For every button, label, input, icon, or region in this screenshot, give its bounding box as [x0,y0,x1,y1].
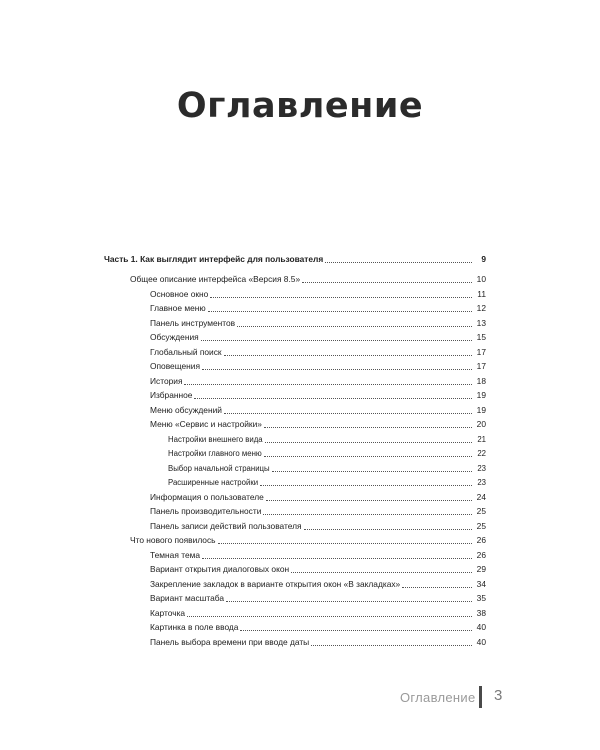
toc-entry[interactable] [104,401,486,416]
toc-entry-page: 40 [476,622,486,632]
toc-entry-page: 25 [476,520,486,531]
toc-entry-page: 19 [476,390,486,400]
toc-entry-title: Картинка в поле ввода [150,622,239,632]
toc-dot-leader [263,514,472,515]
toc-entry[interactable] [104,488,486,503]
toc-dot-leader [226,601,472,602]
toc-dot-leader [265,442,472,443]
toc-entry[interactable] [104,358,486,373]
toc-entry-title: Выбор начальной страницы [168,463,270,473]
toc-entry-page: 19 [476,404,486,415]
toc-dot-leader [304,529,472,530]
toc-dot-leader [264,456,472,457]
toc-entry[interactable] [104,503,486,518]
toc-entry-title: Основное окно [150,288,209,299]
toc-entry[interactable] [104,430,486,445]
toc-dot-leader [302,282,472,283]
toc-dot-leader [224,413,472,414]
toc-entry[interactable] [104,271,486,286]
toc-dot-leader [272,471,472,472]
toc-entry-page: 13 [476,317,486,328]
toc-entry[interactable] [104,250,486,265]
toc-entry-title: Информация о пользователе [150,491,264,502]
toc-entry[interactable] [104,416,486,431]
toc-dot-leader [187,616,472,617]
toc-entry[interactable] [104,387,486,402]
toc-entry-page: 23 [477,478,486,487]
page-title: Оглавление [176,86,424,126]
toc-dot-leader [210,297,472,298]
toc-entry[interactable] [104,590,486,605]
toc-entry-title: Вариант открытия диалоговых окон [150,564,290,574]
toc-dot-leader [218,543,472,544]
toc-entry-page: 15 [476,332,486,342]
toc-entry-page: 26 [476,535,486,545]
toc-dot-leader [202,369,472,370]
toc-entry-title: Настройки внешнего вида [168,434,263,444]
toc-entry-page: 18 [476,375,486,386]
footer-page-number: 3 [494,687,503,704]
table-of-contents [104,250,486,648]
toc-entry[interactable] [104,459,486,474]
toc-entry-title: Меню обсуждений [150,404,222,415]
toc-entry[interactable] [104,633,486,648]
toc-entry-page: 40 [476,636,486,647]
toc-entry-title: Что нового появилось [130,535,216,545]
toc-entry-page: 24 [476,491,486,502]
toc-entry-title: Закрепление закладок в варианте открытия окон «В закладках» [150,578,401,589]
toc-dot-leader [260,485,472,486]
toc-entry[interactable] [104,300,486,315]
toc-entry[interactable] [104,604,486,619]
toc-entry-page: 9 [481,253,486,264]
toc-dot-leader [237,326,472,327]
toc-dot-leader [224,355,472,356]
toc-entry-title: Панель инструментов [150,317,236,328]
toc-entry-page: 12 [476,303,486,313]
toc-entry[interactable] [104,329,486,344]
toc-dot-leader [264,427,472,428]
toc-entry-title: Панель производительности [150,506,262,516]
toc-dot-leader [208,311,472,312]
toc-entry-title: Главное меню [150,303,206,313]
toc-entry-page: 10 [476,274,486,284]
toc-entry-title: Темная тема [150,549,201,560]
toc-entry-title: Панель записи действий пользователя [150,520,302,531]
toc-entry-title: Глобальный поиск [150,346,222,357]
toc-entry-page: 20 [476,419,486,429]
toc-entry-page: 26 [476,549,486,560]
toc-entry[interactable] [104,285,486,300]
toc-entry[interactable] [104,474,486,489]
toc-entry-page: 38 [476,607,486,618]
toc-entry-title: Оповещения [150,361,201,371]
toc-entry[interactable] [104,619,486,634]
toc-entry[interactable] [104,575,486,590]
toc-entry-title: Часть 1. Как выглядит интерфейс для пользователя [104,253,324,264]
toc-entry-title: Панель выбора времени при вводе даты [150,636,310,647]
toc-entry-page: 29 [476,564,486,574]
footer-section-label: Оглавление [400,690,476,705]
toc-entry-title: Избранное [150,390,193,400]
toc-entry-title: Обсуждения [150,332,199,342]
toc-entry-page: 17 [476,346,486,357]
toc-entry-title: Настройки главного меню [168,449,262,458]
toc-entry-page: 21 [477,434,486,444]
toc-dot-leader [311,645,472,646]
toc-entry-page: 11 [477,288,486,299]
toc-dot-leader [201,340,472,341]
toc-dot-leader [184,384,472,385]
toc-entry[interactable] [104,546,486,561]
toc-entry-title: Общее описание интерфейса «Версия 8.5» [130,274,301,284]
toc-entry[interactable] [104,561,486,576]
toc-dot-leader [325,262,472,263]
toc-entry-page: 17 [476,361,486,371]
toc-entry[interactable] [104,445,486,460]
toc-entry[interactable] [104,343,486,358]
toc-entry-title: Расширенные настройки [168,478,259,487]
toc-entry-page: 22 [477,449,486,458]
toc-entry-page: 25 [476,506,486,516]
toc-dot-leader [194,398,472,399]
toc-entry-page: 23 [477,463,486,473]
toc-dot-leader [202,558,472,559]
toc-dot-leader [291,572,472,573]
toc-dot-leader [402,587,472,588]
toc-entry[interactable] [104,314,486,329]
toc-entry-title: Карточка [150,607,186,618]
toc-dot-leader [240,630,472,631]
toc-entry[interactable] [104,372,486,387]
toc-entry-page: 35 [476,593,486,603]
toc-entry-page: 34 [476,578,486,589]
toc-dot-leader [266,500,472,501]
toc-entry-title: Меню «Сервис и настройки» [150,419,262,429]
toc-entry[interactable] [104,517,486,532]
toc-entry[interactable] [104,532,486,547]
toc-entry-title: Вариант масштаба [150,593,225,603]
footer-divider [479,686,482,708]
toc-entry-title: История [150,375,183,386]
